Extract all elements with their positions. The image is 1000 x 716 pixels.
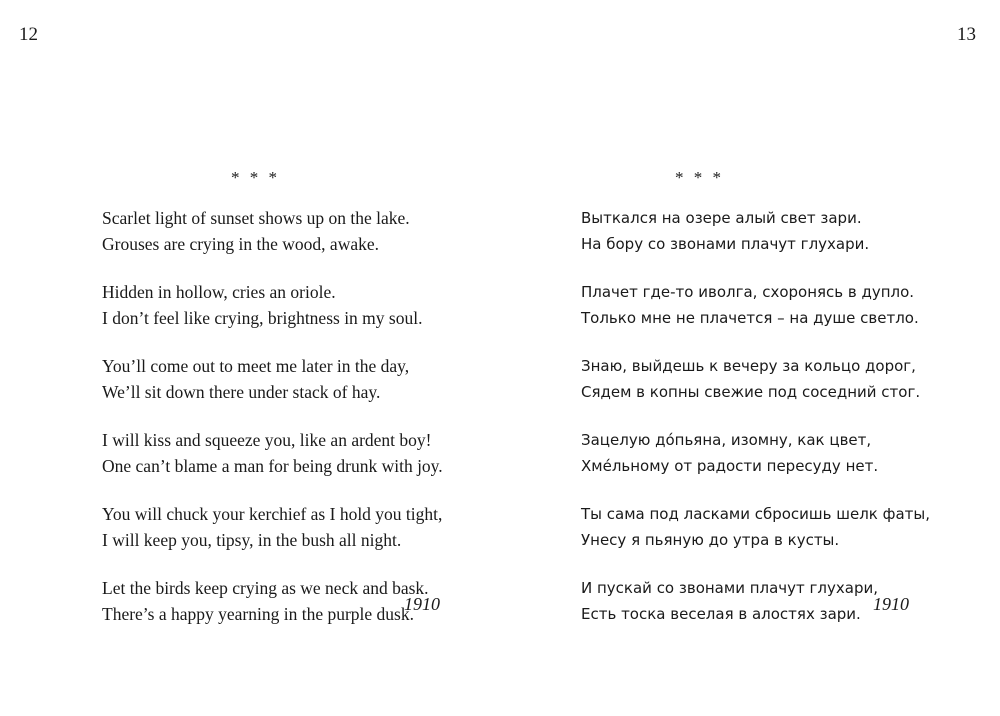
poem-line: Плачет где-то иволга, схоронясь в дупло.	[581, 283, 915, 301]
poem-line: We’ll sit down there under stack of hay.	[102, 382, 381, 402]
poem-line: Let the birds keep crying as we neck and bask.	[102, 578, 429, 598]
stanza	[581, 427, 930, 479]
poem-year: 1910	[404, 594, 440, 614]
stanza	[102, 501, 443, 553]
poem-line: Hidden in hollow, cries an oriole.	[102, 282, 336, 302]
poem-line: Scarlet light of sunset shows up on the lake.	[102, 208, 410, 228]
stanza	[581, 279, 930, 331]
poem-line: I will kiss and squeeze you, like an ardent boy!	[102, 430, 432, 450]
poem-line: Ты сама под ласками сбросишь шелк фаты,	[581, 505, 930, 523]
poem-line: Сядем в копны свежие под соседний стог.	[581, 383, 921, 401]
section-separator: * * *	[675, 168, 724, 187]
poem-line: Grouses are crying in the wood, awake.	[102, 234, 379, 254]
stanza	[581, 205, 930, 257]
stanza	[581, 501, 930, 553]
stanza	[102, 575, 443, 627]
poem-line: И пускай со звонами плачут глухари,	[581, 579, 878, 597]
poem-year: 1910	[873, 594, 909, 614]
poem-line: One can’t blame a man for being drunk with joy.	[102, 456, 443, 476]
poem-line: I don’t feel like crying, brightness in my soul.	[102, 308, 423, 328]
poem-line: I will keep you, tipsy, in the bush all night.	[102, 530, 402, 550]
poem-line: There’s a happy yearning in the purple dusk.	[102, 604, 414, 624]
poem-line: Знаю, выйдешь к вечеру за кольцо дорог,	[581, 357, 916, 375]
poem-line: Есть тоска веселая в алостях зари.	[581, 605, 861, 623]
stanza	[581, 353, 930, 405]
poem-russian	[581, 205, 930, 649]
poem-line: You will chuck your kerchief as I hold you tight,	[102, 504, 443, 524]
poem-line: Зацелую до́пьяна, изомну, как цвет,	[581, 431, 872, 449]
poem-line: You’ll come out to meet me later in the day,	[102, 356, 410, 376]
right-page	[500, 0, 1000, 716]
poem-english	[102, 205, 443, 649]
poem-line: Выткался на озере алый свет зари.	[581, 209, 862, 227]
stanza	[102, 279, 443, 331]
section-separator: * * *	[231, 168, 280, 187]
page-number: 13	[957, 24, 976, 45]
stanza	[102, 353, 443, 405]
poem-line: Хме́льному от радости пересуду нет.	[581, 457, 879, 475]
poem-line: Только мне не плачется – на душе светло.	[581, 309, 919, 327]
stanza	[102, 427, 443, 479]
poem-line: Унесу я пьяную до утра в кусты.	[581, 531, 840, 549]
stanza	[102, 205, 443, 257]
page-number: 12	[19, 24, 38, 45]
poem-line: На бору со звонами плачут глухари.	[581, 235, 870, 253]
